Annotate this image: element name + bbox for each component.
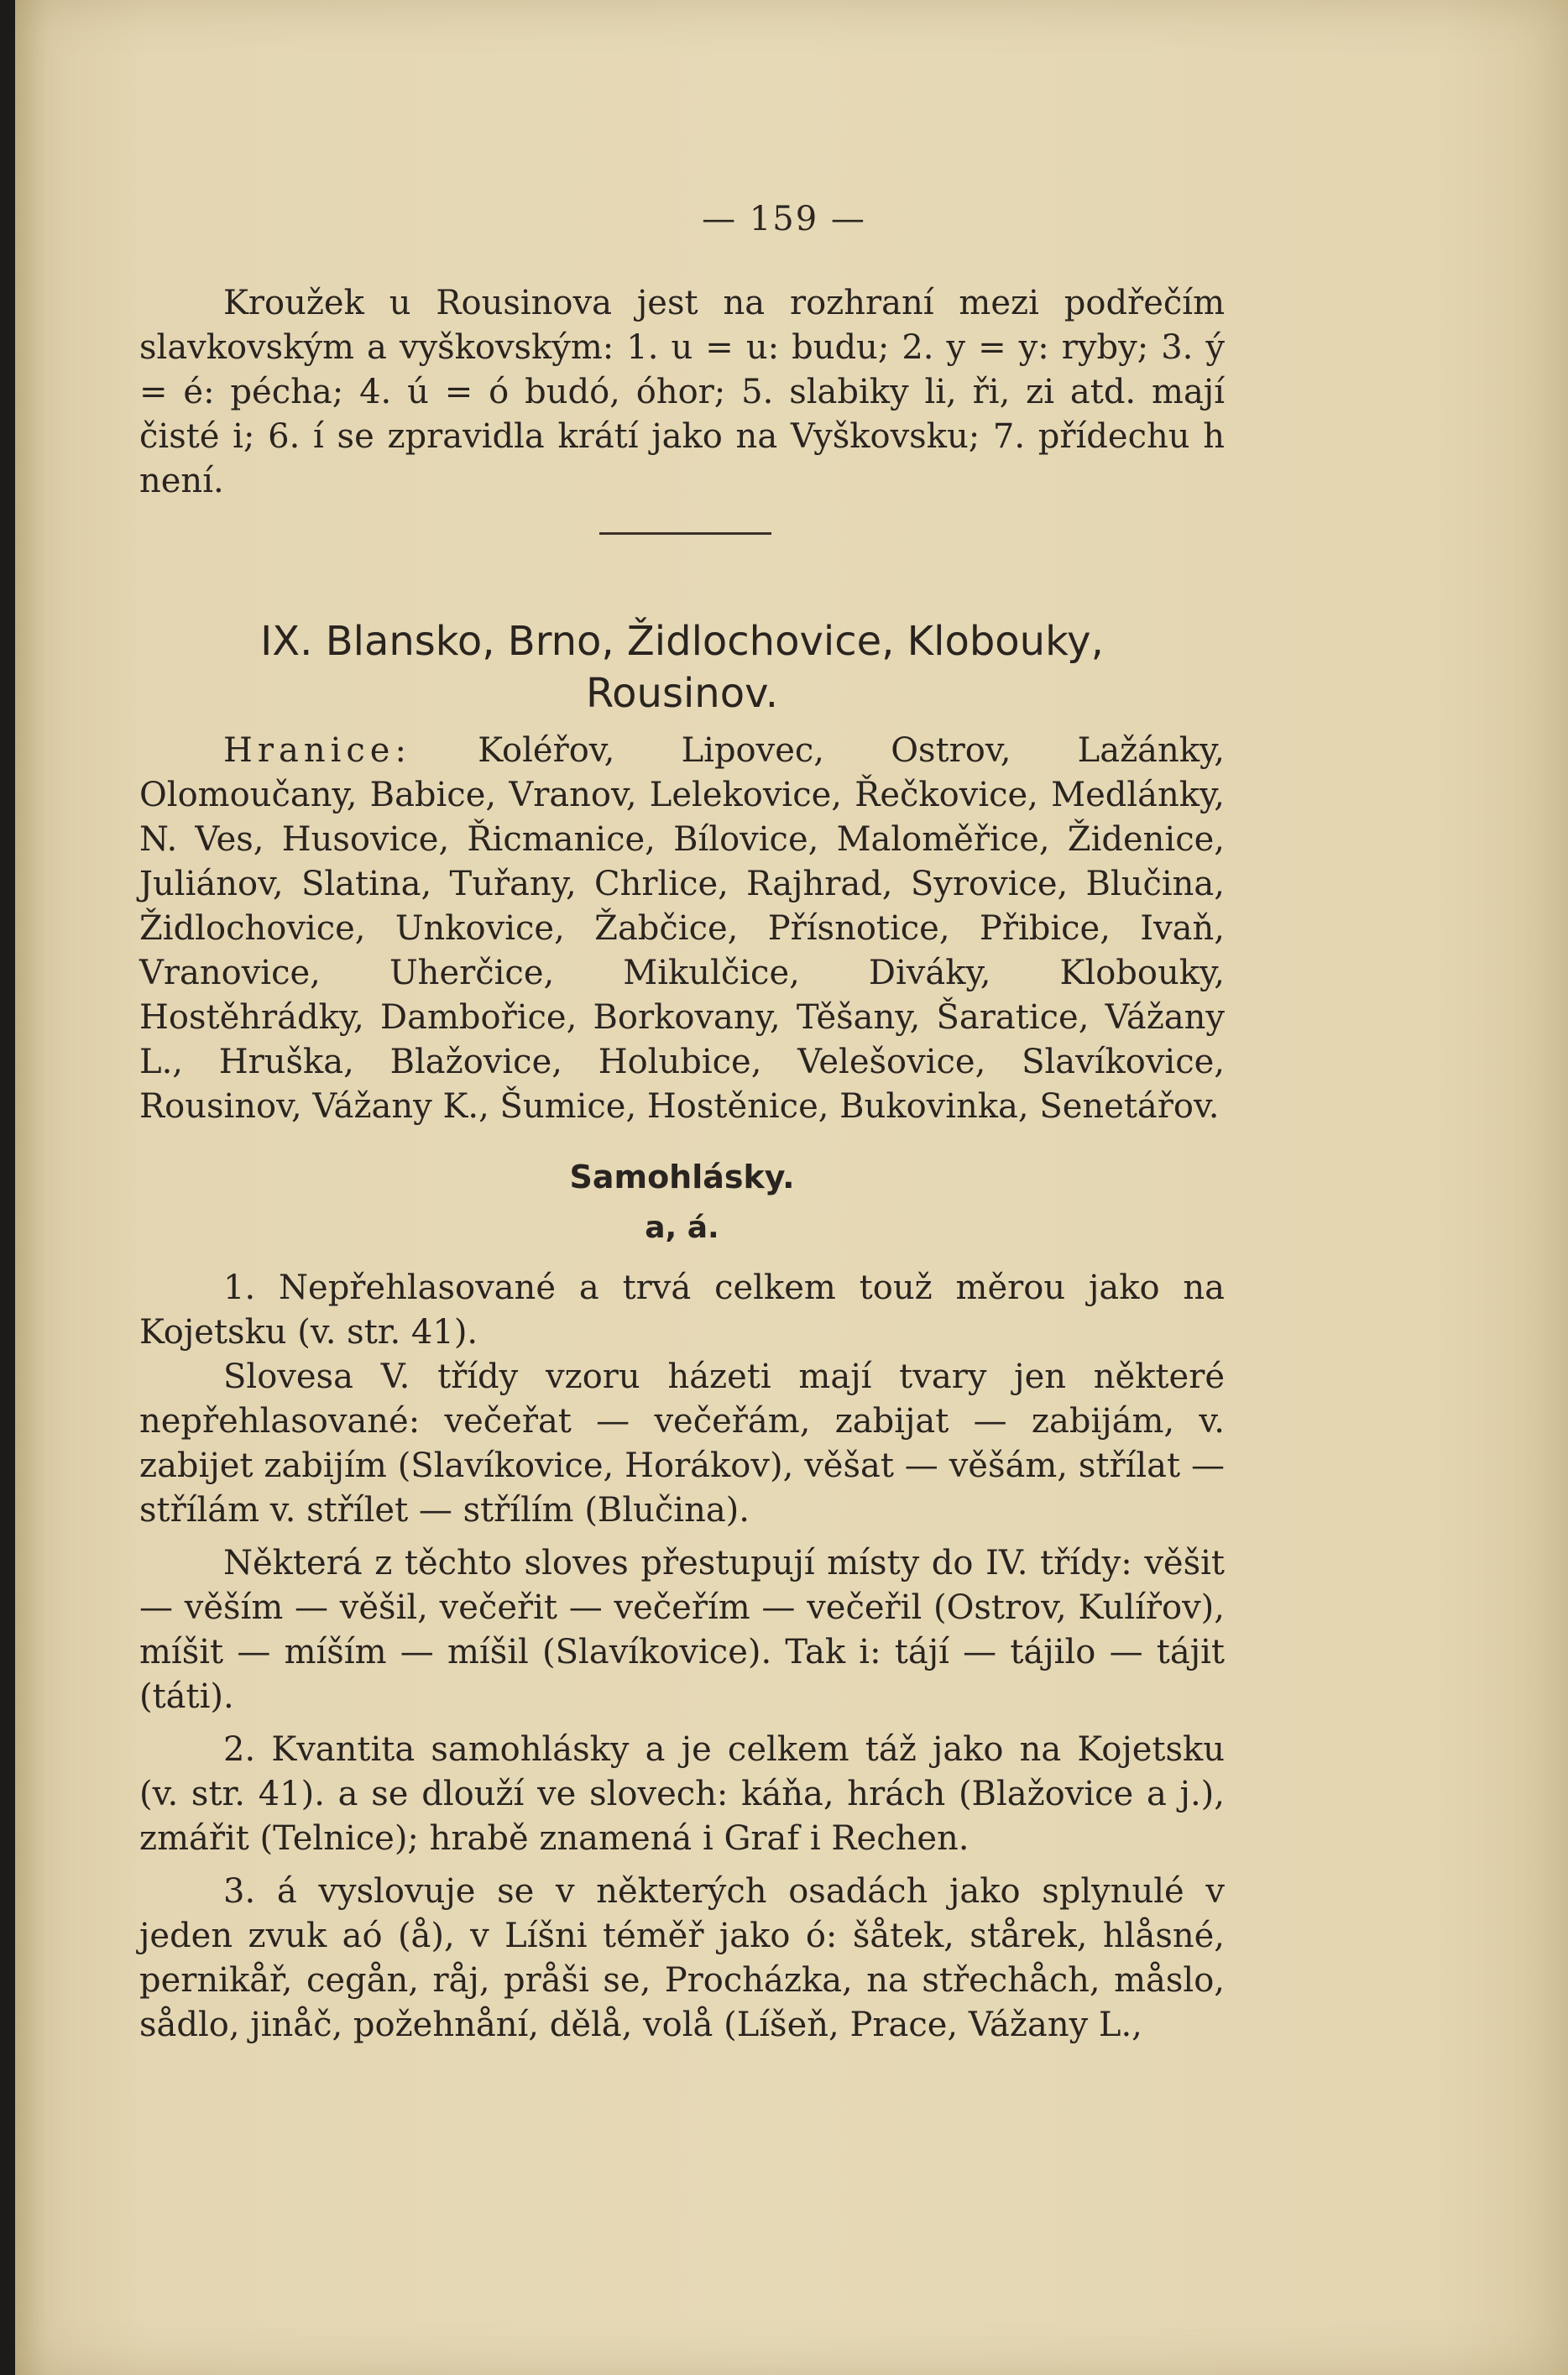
paragraph-5: 3. á vyslovuje se v některých osadách jako splynulé v jeden zvuk aó (å), v Líšni téměř jako ó: šåtek, stårek, hlåsné, pernikåř, cegån, råj, pråši se, Procházka, na střechåch, måslo, sådlo, jinåč, požehnåní, dělå, volå (Líšeň, Prace, Vážany L., (139, 1872, 1225, 2044)
paragraph-4: 2. Kvantita samohlásky a je celkem táž jako na Kojetsku (v. str. 41). a se dlouží ve slovech: káňa, hrách (Blažovice a j.), zmářit (Telnice); hrabě znamená i Graf i Rechen. (139, 1730, 1225, 1858)
vowels-body (139, 1266, 1225, 2048)
section-title (139, 615, 1225, 719)
page-number: — 159 — (702, 200, 866, 238)
vowels-heading: Samohlásky. (569, 1159, 795, 1195)
intro-paragraph: Kroužek u Rousinova jest na rozhraní mezi podřečím slavkovským a vyškovským: 1. u = u: budu; 2. y = y: ryby; 3. ý = é: pécha; 4. ú = ó budó, óhor; 5. slabiky li, ři, zi atd. mají čisté i; 6. í se zpravidla krátí jako na Vyškovsku; 7. přídechu h není. (139, 284, 1225, 500)
section-divider (599, 532, 771, 535)
section-title-line-2: Rousinov. (585, 670, 779, 717)
villages-block (139, 729, 1225, 1129)
vowel-a-subheading: a, á. (645, 1211, 719, 1245)
paragraph-1: 1. Nepřehlasované a trvá celkem touž měrou jako na Kojetsku (v. str. 41). (139, 1269, 1225, 1352)
paragraph-3: Některá z těchto sloves přestupují místy do IV. třídy: věšit — věším — věšil, večeřit — večeřím — večeřil (Ostrov, Kulířov), míšit — míším — míšil (Slavíkovice). Tak i: tájí — tájilo — tájit (táti). (139, 1544, 1225, 1716)
paragraph-2: Slovesa V. třídy vzoru házeti mají tvary jen některé nepřehlasované: večeřat — večeřám, zabijat — zabijám, v. zabijet zabijím (Slavíkovice, Horákov), věšat — věšám, střílat — střílám v. střílet — střílím (Blučina). (139, 1358, 1225, 1530)
villages-list: Koléřov, Lipovec, Ostrov, Lažánky, Olomoučany, Babice, Vranov, Lelekovice, Řečkovice, Medlánky, N. Ves, Husovice, Řicmanice, Bílovice, Maloměřice, Židenice, Juliánov, Slatina, Tuřany, Chrlice, Rajhrad, Syrovice, Blučina, Židlochovice, Unkovice, Žabčice, Přísnotice, Přibice, Ivaň, Vranovice, Uherčice, Mikulčice, Diváky, Klobouky, Hostěhrádky, Dambořice, Borkovany, Těšany, Šaratice, Vážany L., Hruška, Blažovice, Holubice, Velešovice, Slavíkovice, Rousinov, Vážany K., Šumice, Hostěnice, Bukovinka, Senetářov. (139, 731, 1225, 1126)
borders-label: Hranice: (223, 731, 411, 770)
intro-block (139, 281, 1225, 504)
villages-paragraph (139, 729, 1225, 1129)
section-title-line-1: IX. Blansko, Brno, Židlochovice, Klobouky, (260, 618, 1104, 665)
